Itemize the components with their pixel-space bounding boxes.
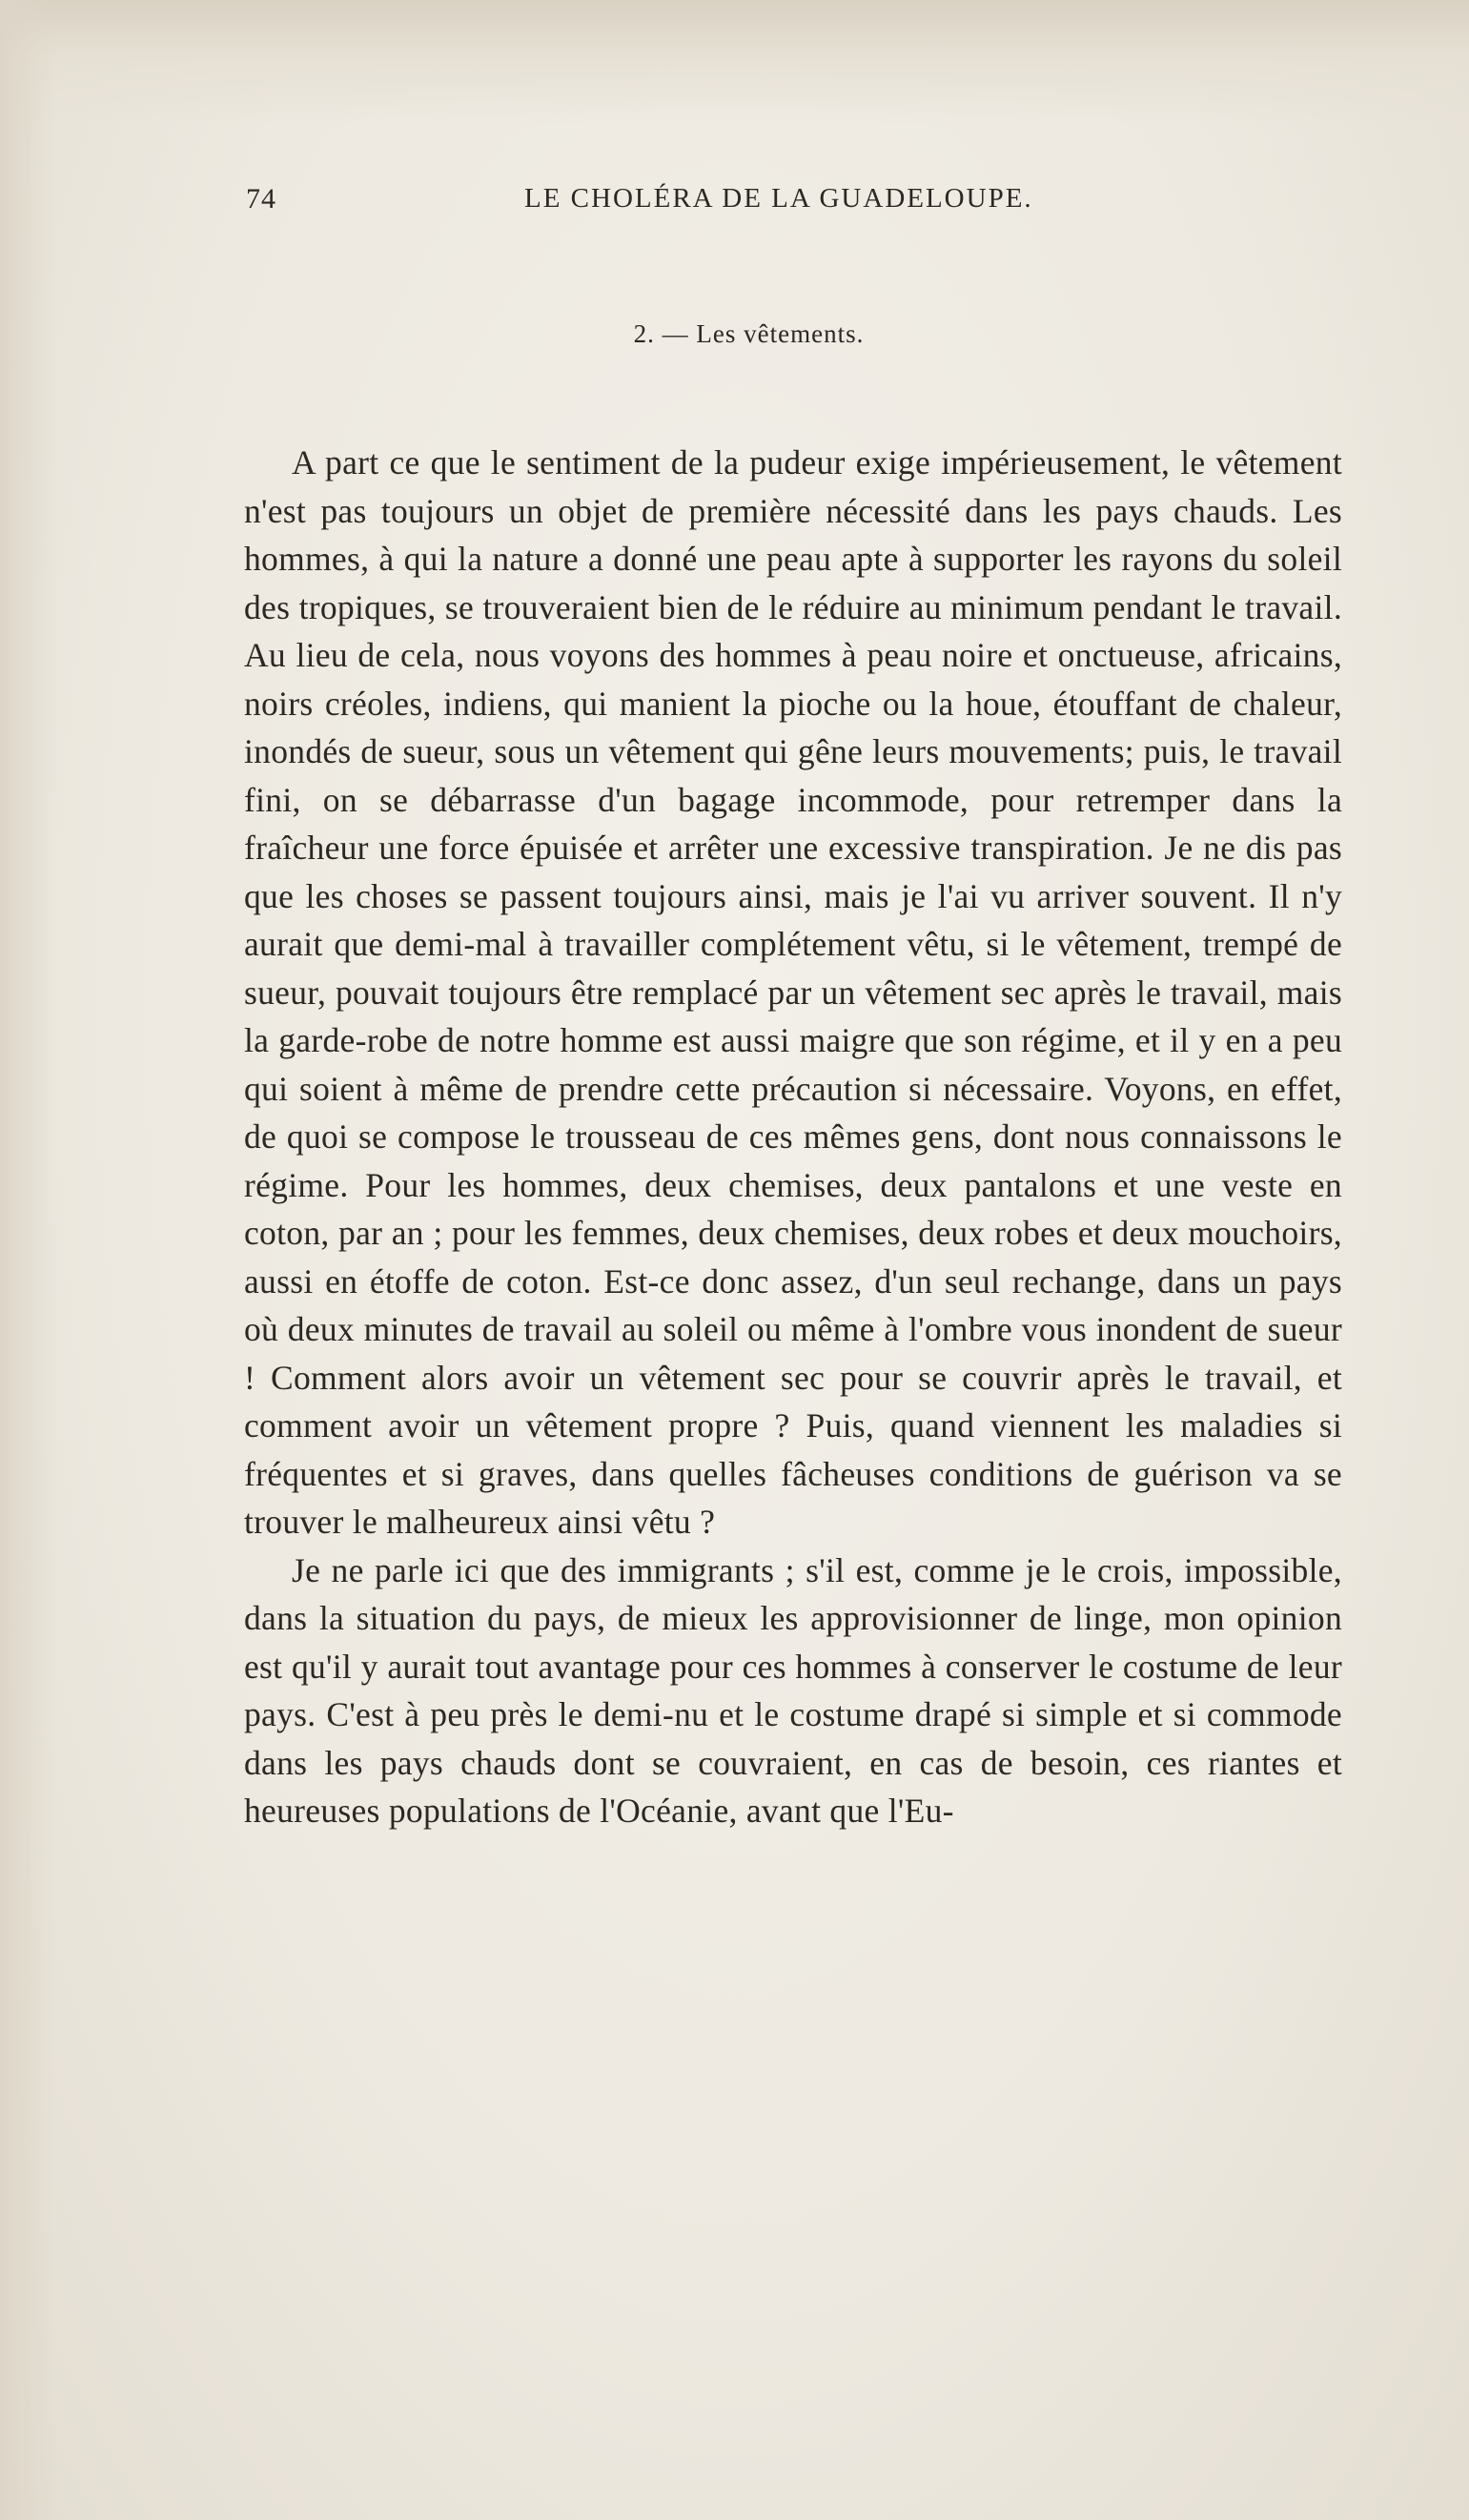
paper-stain-top — [0, 0, 1469, 124]
paragraph: A part ce que le sentiment de la pudeur exige impérieusement, le vêtement n'est pas toujours un objet de première nécessité dans les pays chauds. Les hommes, à qui la nature a donné une peau apte à supporter les rayons du soleil des tropiques, se trouveraient bien de le réduire au minimum pendant le travail. Au lieu de cela, nous voyons des hommes à peau noire et onctueuse, africains, noirs créoles, indiens, qui manient la pioche ou la houe, étouffant de chaleur, inondés de sueur, sous un vêtement qui gêne leurs mouvements; puis, le travail fini, on se débarrasse d'un bagage incommode, pour retremper dans la fraîcheur une force épuisée et arrêter une excessive transpiration. Je ne dis pas que les choses se passent toujours ainsi, mais je l'ai vu arriver souvent. Il n'y aurait que demi-mal à travailler complétement vêtu, si le vêtement, trempé de sueur, pouvait toujours être remplacé par un vêtement sec après le travail, mais la garde-robe de notre homme est aussi maigre que son régime, et il y en a peu qui soient à même de prendre cette précaution si nécessaire. Voyons, en effet, de quoi se compose le trousseau de ces mêmes gens, dont nous connaissons le régime. Pour les hommes, deux chemises, deux pantalons et une veste en coton, par an ; pour les femmes, deux chemises, deux robes et deux mouchoirs, aussi en étoffe de coton. Est-ce donc assez, d'un seul rechange, dans un pays où deux minutes de travail au soleil ou même à l'ombre vous inondent de sueur ! Comment alors avoir un vêtement sec pour se couvrir après le travail, et comment avoir un vêtement propre ? Puis, quand viennent les maladies si fréquentes et si graves, dans quelles fâcheuses conditions de guérison va se trouver le malheureux ainsi vêtu ? — [244, 443, 1342, 1541]
paragraph: Je ne parle ici que des immigrants ; s'il est, comme je le crois, impossible, dans la situation du pays, de mieux les approvisionner de linge, mon opinion est qu'il y aurait tout avantage pour ces hommes à conserver le costume de leur pays. C'est à peu près le demi-nu et le costume drapé si simple et si commode dans les pays chauds dont se couvraient, en cas de besoin, ces riantes et heureuses populations de l'Océanie, avant que l'Eu- — [244, 1550, 1342, 1830]
section-heading-text: 2. — Les vêtements. — [633, 319, 865, 348]
page-number: 74 — [246, 183, 276, 215]
body-text — [244, 439, 1342, 1835]
section-heading — [0, 319, 1469, 349]
paper-stain-left — [0, 0, 57, 2520]
running-title: LE CHOLÉRA DE LA GUADELOUPE. — [524, 183, 1033, 214]
page-header — [246, 183, 1066, 231]
